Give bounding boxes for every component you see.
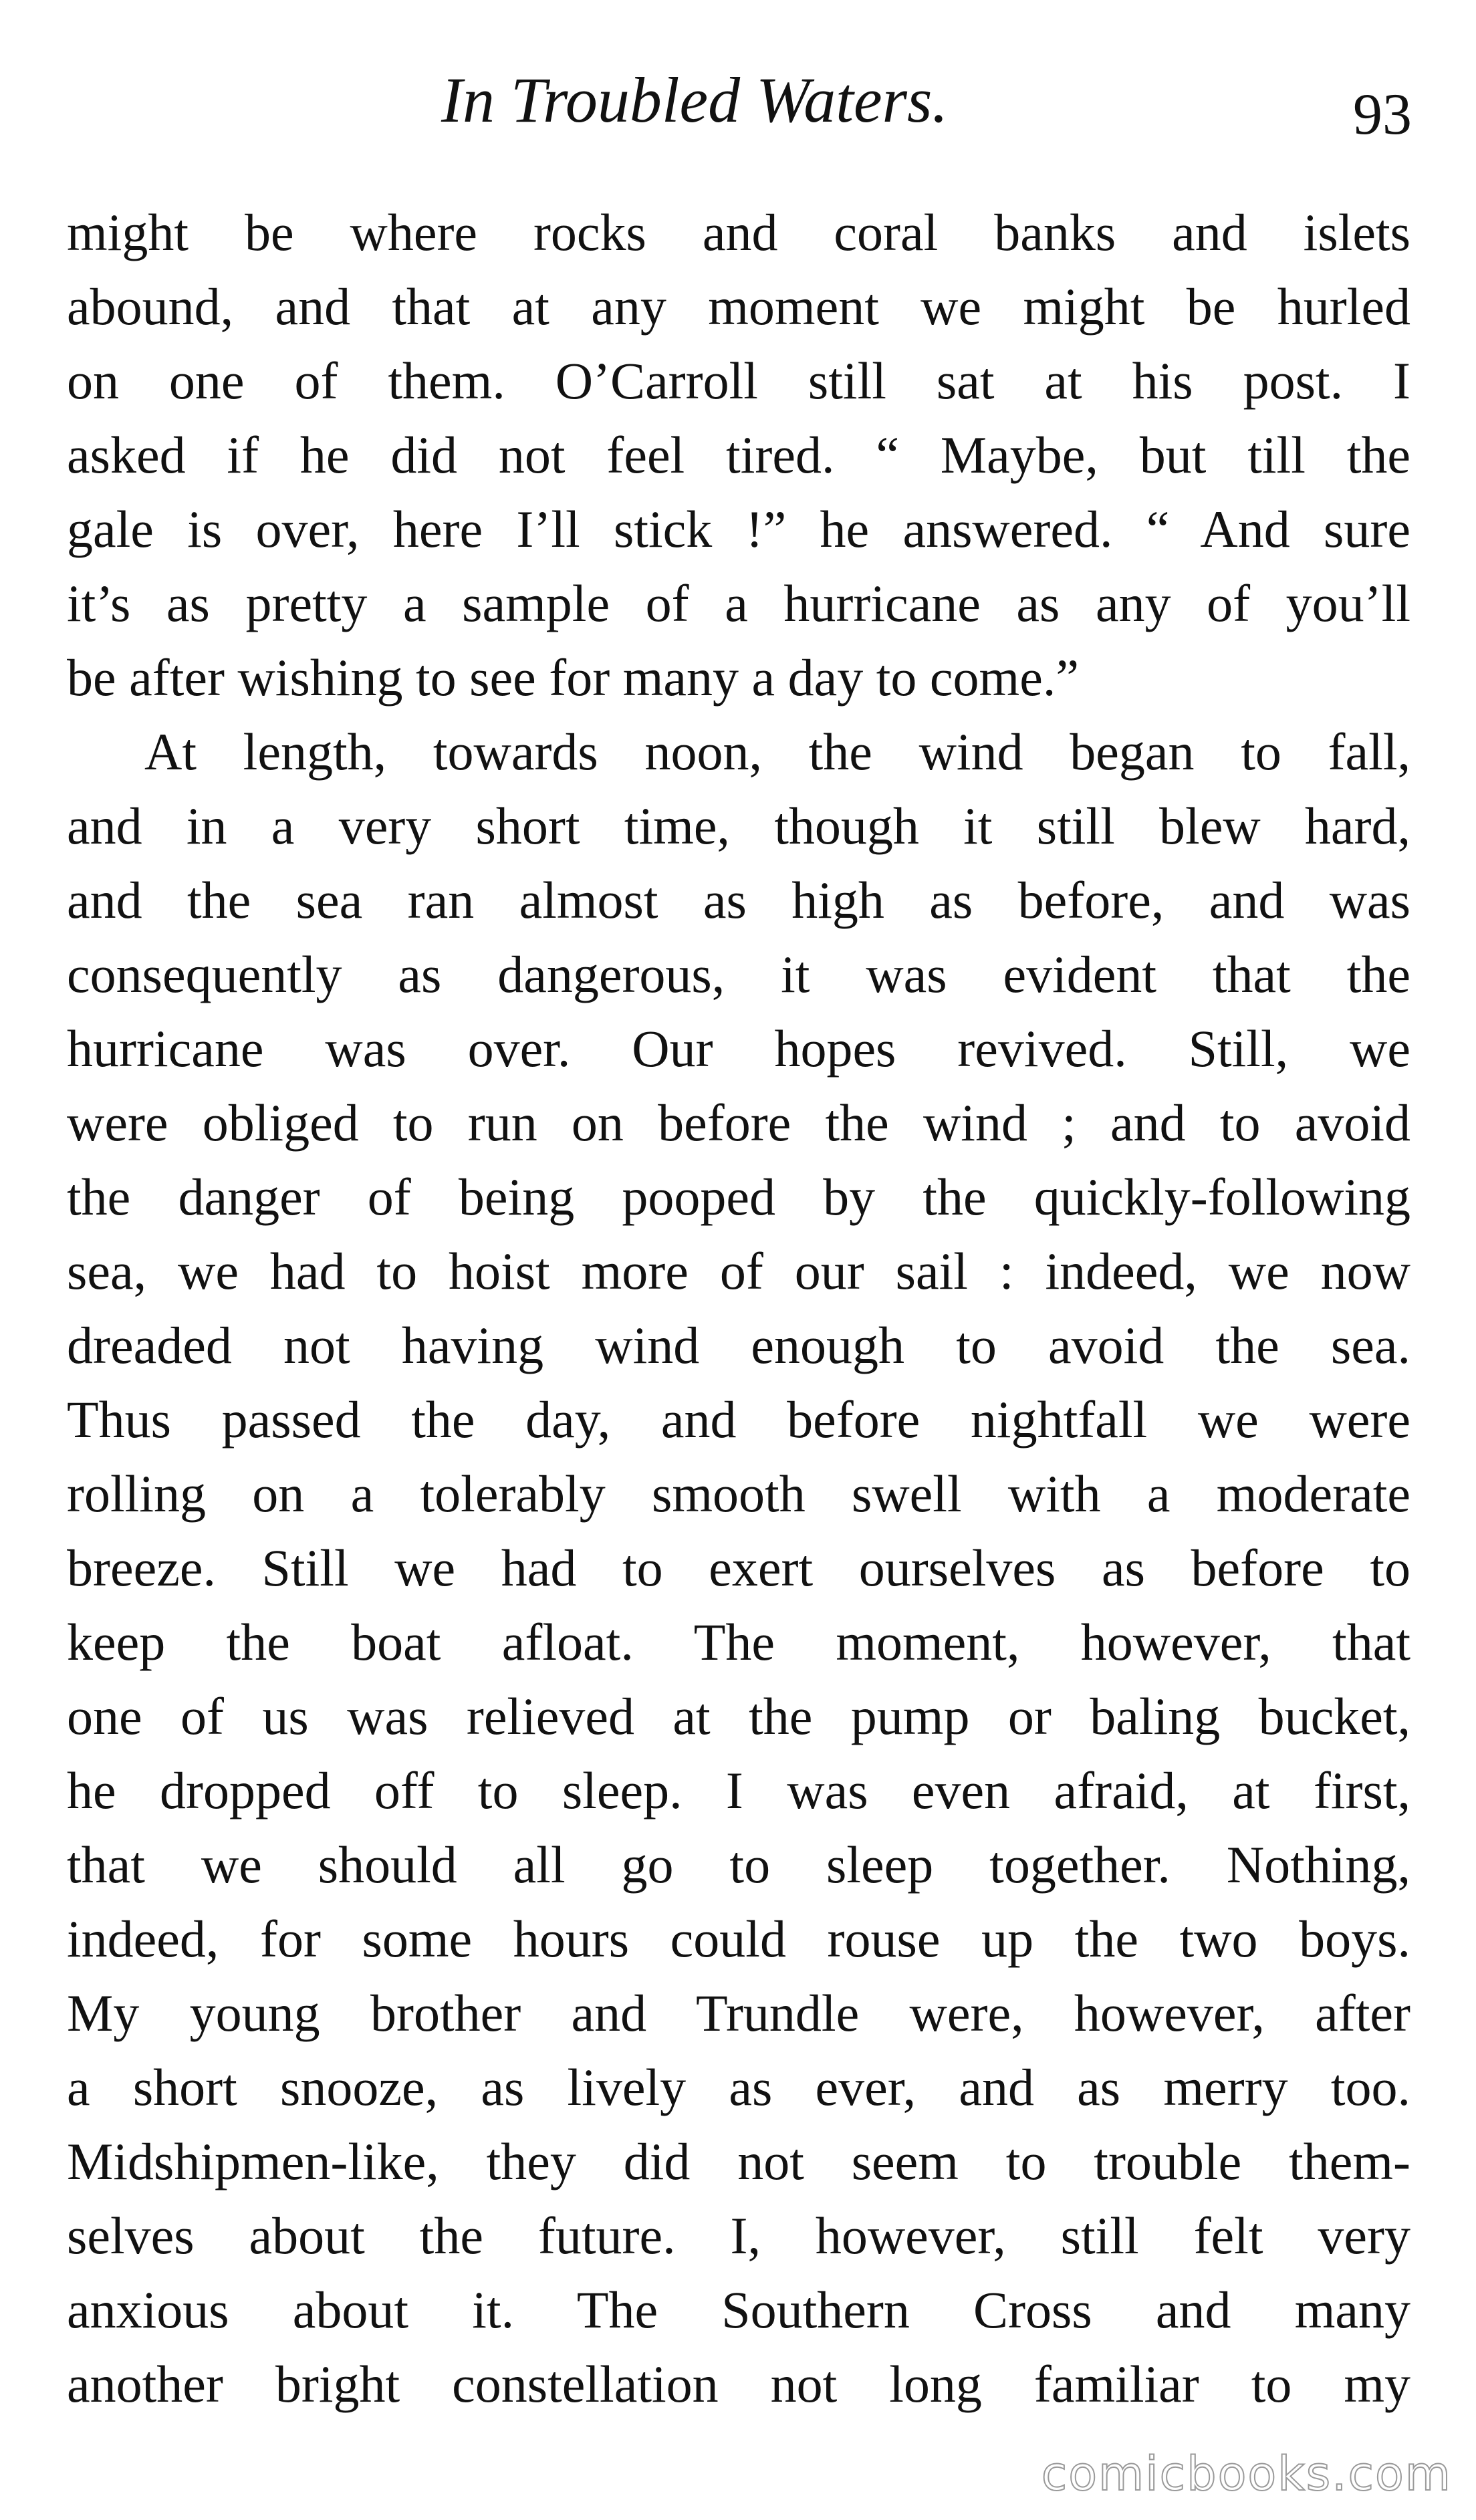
text-line: gale is over, here I’ll stick !” he answered. “ And sure: [67, 500, 1410, 558]
text-line: one of us was relieved at the pump or baling bucket,: [67, 1687, 1410, 1745]
text-line: My young brother and Trundle were, however, after: [67, 1984, 1410, 2042]
text-line: sea, we had to hoist more of our sail : indeed, we now: [67, 1242, 1410, 1300]
text-line: and in a very short time, though it still blew hard,: [67, 797, 1410, 855]
text-line: a short snooze, as lively as ever, and as merry too.: [67, 2058, 1410, 2116]
running-head-title: In Troubled Waters.: [441, 64, 949, 136]
text-line: it’s as pretty a sample of a hurricane as any of you’ll: [67, 574, 1410, 632]
text-line: indeed, for some hours could rouse up the two boys.: [67, 1910, 1410, 1968]
text-line: anxious about it. The Southern Cross and many: [67, 2281, 1410, 2339]
text-line: rolling on a tolerably smooth swell with a moderate: [67, 1465, 1410, 1523]
paragraph-1: [67, 195, 1410, 715]
text-line: At length, towards noon, the wind began to fall,: [144, 723, 1410, 781]
text-line: asked if he did not feel tired. “ Maybe, but till the: [67, 426, 1410, 484]
text-line: he dropped off to sleep. I was even afraid, at first,: [67, 1761, 1410, 1819]
page-number: 93: [1353, 82, 1412, 147]
text-line: might be where rocks and coral banks and islets: [67, 203, 1410, 261]
text-line: selves about the future. I, however, still felt very: [67, 2207, 1410, 2265]
text-line: on one of them. O’Carroll still sat at his post. I: [67, 352, 1410, 410]
body-text: [67, 195, 1410, 2421]
text-line: abound, and that at any moment we might be hurled: [67, 277, 1410, 336]
text-line: be after wishing to see for many a day to come.”: [67, 648, 1079, 707]
text-line: hurricane was over. Our hopes revived. Still, we: [67, 1019, 1410, 1078]
text-line: dreaded not having wind enough to avoid the sea.: [67, 1316, 1410, 1374]
text-line: keep the boat afloat. The moment, however, that: [67, 1613, 1410, 1671]
text-line: another bright constellation not long familiar to my: [67, 2355, 1410, 2413]
text-line: breeze. Still we had to exert ourselves as before to: [67, 1539, 1410, 1597]
text-line: consequently as dangerous, it was evident that the: [67, 945, 1410, 1003]
paragraph-2: [67, 715, 1410, 2421]
text-line: the danger of being pooped by the quickly-following: [67, 1168, 1410, 1226]
text-line: Thus passed the day, and before nightfall we were: [67, 1390, 1410, 1448]
text-line: Midshipmen-like, they did not seem to trouble them-: [67, 2132, 1410, 2190]
text-line: were obliged to run on before the wind ; and to avoid: [67, 1094, 1410, 1152]
text-line: and the sea ran almost as high as before, and was: [67, 871, 1410, 929]
text-line: that we should all go to sleep together. Nothing,: [67, 1836, 1410, 1894]
watermark-logo: comicbooks.com: [1041, 2446, 1452, 2501]
